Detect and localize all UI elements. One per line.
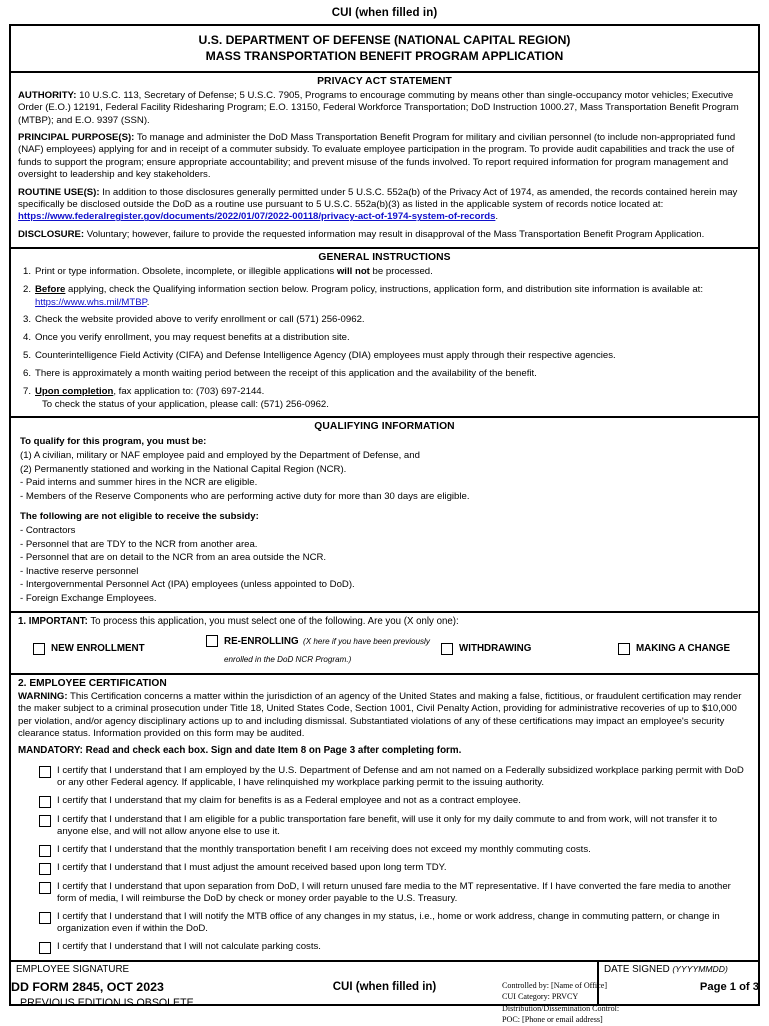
certification-item[interactable]: [39, 911, 751, 936]
checkbox-making-a-change[interactable]: [618, 643, 630, 655]
qualify-title: To qualify for this program, you must be:: [20, 436, 207, 448]
certification-text: I certify that I understand that I am eligible for a public transportation fare benefit, will use it only for my daily commute to and from work, will not transfer it to anyone else, and will not allow anyone else to use it.: [57, 813, 718, 837]
instruction-text-post: .: [146, 296, 150, 308]
instruction-text-pre: , fax application to: (703) 697-2144.: [113, 386, 265, 398]
checkbox-certification-2[interactable]: [39, 796, 51, 808]
instruction-number: 1.: [22, 266, 31, 278]
certification-item[interactable]: [39, 814, 751, 839]
controlled-by-line: Controlled by: [Name of Office]: [502, 981, 608, 990]
choice-re-enrolling-text: [224, 631, 441, 667]
instruction-item: [18, 266, 751, 278]
instruction-text-bold-lead: Upon completion: [35, 386, 114, 398]
certification-text: I certify that I understand that I will not calculate parking costs.: [57, 940, 321, 952]
instruction-text: [35, 266, 751, 278]
warning-paragraph: [18, 691, 751, 741]
choice-label-withdrawing: WITHDRAWING: [459, 643, 532, 655]
qualify-line: - Members of the Reserve Components who are performing active duty for more than 30 days are eligible.: [20, 490, 470, 502]
instruction-text-bold-lead: Before: [35, 284, 66, 296]
instruction-item: [18, 314, 751, 326]
checkbox-certification-8[interactable]: [39, 942, 51, 954]
not-eligible-line: - Personnel that are on detail to the NCR from an area outside the NCR.: [20, 552, 327, 564]
cui-banner-top: CUI (when filled in): [331, 7, 438, 19]
qualify-line: (2) Permanently stationed and working in the National Capital Region (NCR).: [20, 463, 347, 475]
not-eligible-title: The following are not eligible to receive the subsidy:: [20, 511, 259, 523]
choice-making-a-change[interactable]: [618, 643, 730, 655]
instruction-item: [18, 368, 751, 380]
privacy-act-section: [11, 73, 758, 249]
warning-label: WARNING:: [18, 690, 68, 702]
certification-item[interactable]: [39, 844, 751, 857]
choice-withdrawing[interactable]: [441, 643, 618, 655]
checkbox-certification-4[interactable]: [39, 845, 51, 857]
instruction-text-pre: applying, check the Qualifying information section below. Program policy, instructions, application form, and distribution site information is available at:: [65, 284, 703, 296]
item-2-heading: 2. EMPLOYEE CERTIFICATION: [18, 677, 167, 689]
choice-label-re-enrolling: RE-ENROLLING: [224, 635, 299, 647]
principal-purpose-paragraph: [18, 132, 751, 182]
routine-use-link[interactable]: https://www.federalregister.gov/documents/2022/01/07/2022-00118/privacy-act-of-1974-system-of-records: [18, 211, 496, 223]
choice-note-re-enrolling: (X here if you have been previously enrolled in the DoD NCR Program.): [224, 636, 430, 664]
instruction-number: 7.: [22, 386, 31, 398]
checkbox-certification-5[interactable]: [39, 863, 51, 875]
authority-text: 10 U.S.C. 113, Secretary of Defense; 5 U.S.C. 7905, Programs to encourage commuting by means other than single-occupancy motor vehicles; Executive Order (E.O.) 12191, Federal Facility Ridesharing Program; E.O. 13150, Federal Workforce Transportation; DoD Instruction 1000.27, Mass Transportation Benefit Program (MTBP); and E.O. 9397 (SSN).: [18, 89, 739, 126]
general-instructions-section: [11, 249, 758, 418]
not-eligible-line: - Intergovernmental Personnel Act (IPA) employees (unless appointed to DoD).: [20, 579, 355, 591]
checkbox-certification-1[interactable]: [39, 766, 51, 778]
checkbox-new-enrollment[interactable]: [33, 643, 45, 655]
routine-use-paragraph: ROUTINE USE(S): In addition to those disclosures generally permitted under 5 U.S.C. 552a(b) of the Privacy Act of 1974, as amended, the records contained herein may specifically be disclosed outside the DoD as a routine use pursuant to 5 U.S.C. 552a(b)(3) as listed in the applicable system of records notice located at: https://www.federalregister.gov/documents/2022/01/07/2022-00118/privacy-act-of-1974-system-of-records.: [18, 186, 738, 223]
employee-signature-label: EMPLOYEE SIGNATURE: [16, 963, 130, 975]
instruction-number: 6.: [22, 368, 31, 380]
not-eligible-line: - Inactive reserve personnel: [20, 565, 139, 577]
not-eligible-line: - Personnel that are TDY to the NCR from another area.: [20, 538, 258, 550]
cui-category-line: CUI Category: PRVCY: [502, 992, 579, 1002]
general-instructions-body: [11, 265, 758, 416]
instruction-text-bold: will not: [336, 266, 370, 278]
poc-line: POC: [Phone or email address]: [502, 1015, 603, 1025]
certification-text: I certify that I understand that I am employed by the U.S. Department of Defense and am not named on a Federally subsidized workplace parking permit with DoD or any other Federal agency. If applicable, I have relinquished my workplace parking permit to the issuing authority.: [57, 765, 744, 789]
qualifying-information-heading: QUALIFYING INFORMATION: [314, 421, 455, 433]
whs-mtbp-link[interactable]: https://www.whs.mil/MTBP: [35, 296, 147, 308]
privacy-act-heading: PRIVACY ACT STATEMENT: [317, 75, 452, 87]
title-line-2: MASS TRANSPORTATION BENEFIT PROGRAM APPLICATION: [205, 49, 564, 64]
item-2-section: [11, 675, 758, 962]
page-number: Page 1 of 3: [699, 981, 759, 993]
enrollment-choice-row: [11, 629, 758, 673]
certification-item[interactable]: [39, 795, 751, 808]
qualify-line: (1) A civilian, military or NAF employee paid and employed by the Department of Defense, and: [20, 449, 420, 461]
item-1-heading: [11, 613, 758, 629]
spacer: [20, 503, 751, 510]
cui-banner-bottom: CUI (when filled in): [332, 981, 437, 993]
warning-block: [11, 691, 758, 766]
instruction-text: Counterintelligence Field Activity (CIFA) and Defense Intelligence Agency (DIA) employees must apply through their respective agencies.: [35, 350, 616, 362]
qualifying-information-body: [11, 434, 758, 610]
checkbox-certification-6[interactable]: [39, 882, 51, 894]
form-container: [9, 24, 760, 1006]
checkbox-withdrawing[interactable]: [441, 643, 453, 655]
authority-label: AUTHORITY:: [18, 89, 77, 101]
certification-text: I certify that I understand that the monthly transportation benefit I am receiving does not exceed my monthly commuting costs.: [57, 843, 591, 855]
instruction-item: [18, 386, 751, 411]
instruction-number: 2.: [22, 284, 31, 296]
certification-checkbox-list: [11, 765, 758, 960]
routine-use-text: In addition to those disclosures generally permitted under 5 U.S.C. 552a(b) of the Privacy Act of 1974, as amended, the records contained herein may specifically be disclosed outside the DoD as a routine use pursuant to 5 U.S.C. 552a(b)(3) as listed in the applicable system of records notice located at:: [18, 186, 738, 210]
instruction-subtext: To check the status of your application, please call: (571) 256-0962.: [42, 398, 329, 410]
general-instructions-heading: GENERAL INSTRUCTIONS: [318, 252, 451, 264]
certification-item[interactable]: [39, 881, 751, 906]
not-eligible-line: - Foreign Exchange Employees.: [20, 592, 157, 604]
certification-item[interactable]: [39, 862, 751, 875]
instruction-text-pre: Print or type information. Obsolete, incomplete, or illegible applications: [35, 266, 337, 278]
instruction-text: There is approximately a month waiting period between the receipt of this application and the availability of the benefit.: [35, 368, 537, 380]
mandatory-text: MANDATORY: Read and check each box. Sign and date Item 8 on Page 3 after completing form.: [18, 745, 462, 757]
disclosure-label: DISCLOSURE:: [18, 228, 85, 240]
qualify-line: - Paid interns and summer hires in the NCR are eligible.: [20, 477, 258, 489]
item-1-text: To process this application, you must select one of the following. Are you (X only one):: [87, 615, 459, 627]
qualifying-information-section: [11, 418, 758, 612]
checkbox-re-enrolling[interactable]: [206, 635, 218, 647]
certification-item[interactable]: [39, 765, 751, 790]
instruction-text: Once you verify enrollment, you may request benefits at a distribution site.: [35, 332, 350, 344]
principal-purpose-label: PRINCIPAL PURPOSE(S):: [18, 132, 135, 144]
distribution-control-line: Distribution/Dissemination Control:: [502, 1003, 620, 1013]
principal-purpose-text: To manage and administer the DoD Mass Transportation Benefit Program for military and civilian personnel (to include non-appropriated fund (NAF) employees) applying for and in receipt of a commuter subsidy. To evaluate employee participation in the program. To provide audit capabilities and track the use of funds to support the program; ensure appropriate accountability; and prevent misuse of the funds involved. To report required information for program management and oversight to leadership and key stakeholders.: [18, 132, 736, 181]
certification-text: I certify that I understand that my claim for benefits is as a Federal employee and not as a contract employee.: [57, 795, 521, 807]
choice-label-new-enrollment: NEW ENROLLMENT: [51, 643, 145, 655]
checkbox-certification-7[interactable]: [39, 912, 51, 924]
previous-edition-note: PREVIOUS EDITION IS OBSOLETE.: [20, 997, 197, 1009]
date-signed-label: DATE SIGNED: [604, 963, 670, 975]
certification-text: I certify that I understand that I will notify the MTB office of any changes in my status, i.e., home or work address, change in commuting pattern, or change in organization even if within the DoD.: [57, 910, 720, 935]
certification-item[interactable]: [39, 941, 751, 954]
routine-use-label: ROUTINE USE(S):: [18, 186, 100, 198]
choice-label-making-a-change: MAKING A CHANGE: [636, 643, 730, 655]
choice-re-enrolling[interactable]: [206, 631, 441, 667]
title-line-1: U.S. DEPARTMENT OF DEFENSE (NATIONAL CAPITAL REGION): [198, 33, 571, 47]
not-eligible-line: - Contractors: [20, 524, 76, 536]
disclosure-text: Voluntary; however, failure to provide the requested information may result in disapproval of the Mass Transportation Benefit Program Application.: [84, 228, 705, 240]
disclosure-paragraph: [18, 229, 751, 241]
instruction-text: [35, 386, 751, 411]
instruction-number: 3.: [22, 314, 31, 326]
item-1-section: [11, 613, 758, 675]
instruction-item: [18, 350, 751, 362]
form-title-block: [11, 26, 758, 73]
item-1-number: 1.: [18, 615, 27, 627]
cui-control-block: [502, 980, 619, 1026]
form-identifier: DD FORM 2845, OCT 2023: [11, 980, 164, 994]
certification-text: I certify that I understand that upon separation from DoD, I will return unused fare media to the MT representative. If I have converted the fare media to another form of media, I will reimburse the DoD by check or money order payable to the U.S. Treasury.: [57, 880, 731, 905]
certification-text: I certify that I understand that I must adjust the amount received based upon long term TDY.: [57, 862, 447, 874]
checkbox-certification-3[interactable]: [39, 815, 51, 827]
item-1-label: IMPORTANT:: [28, 615, 88, 627]
instruction-number: 5.: [22, 350, 31, 362]
instruction-item: [18, 332, 751, 344]
warning-text: This Certification concerns a matter within the jurisdiction of an agency of the United States and making a false, fictitious, or fraudulent certification may render the maker subject to a criminal prosecution under Title 18, United States Code, Section 1001, Civil Penalty Action, providing for administrative recoveries of up to $10,000 per violation, and/or agency disciplinary actions up to and including dismissal. Substantiated violations of any of these certifications may impact an employee's security clearance status. Information provided on this form may be audited.: [18, 690, 742, 739]
authority-paragraph: [18, 90, 751, 127]
privacy-act-body: [11, 89, 758, 247]
instruction-text: [35, 284, 751, 309]
instruction-text-post: be processed.: [369, 266, 433, 278]
choice-new-enrollment[interactable]: [33, 643, 206, 655]
page-footer: [0, 980, 769, 1024]
instruction-item: [18, 284, 751, 309]
date-signed-format: (YYYYMMDD): [672, 963, 728, 974]
instruction-text: Check the website provided above to verify enrollment or call (571) 256-0962.: [35, 314, 365, 326]
instruction-number: 4.: [22, 332, 31, 344]
